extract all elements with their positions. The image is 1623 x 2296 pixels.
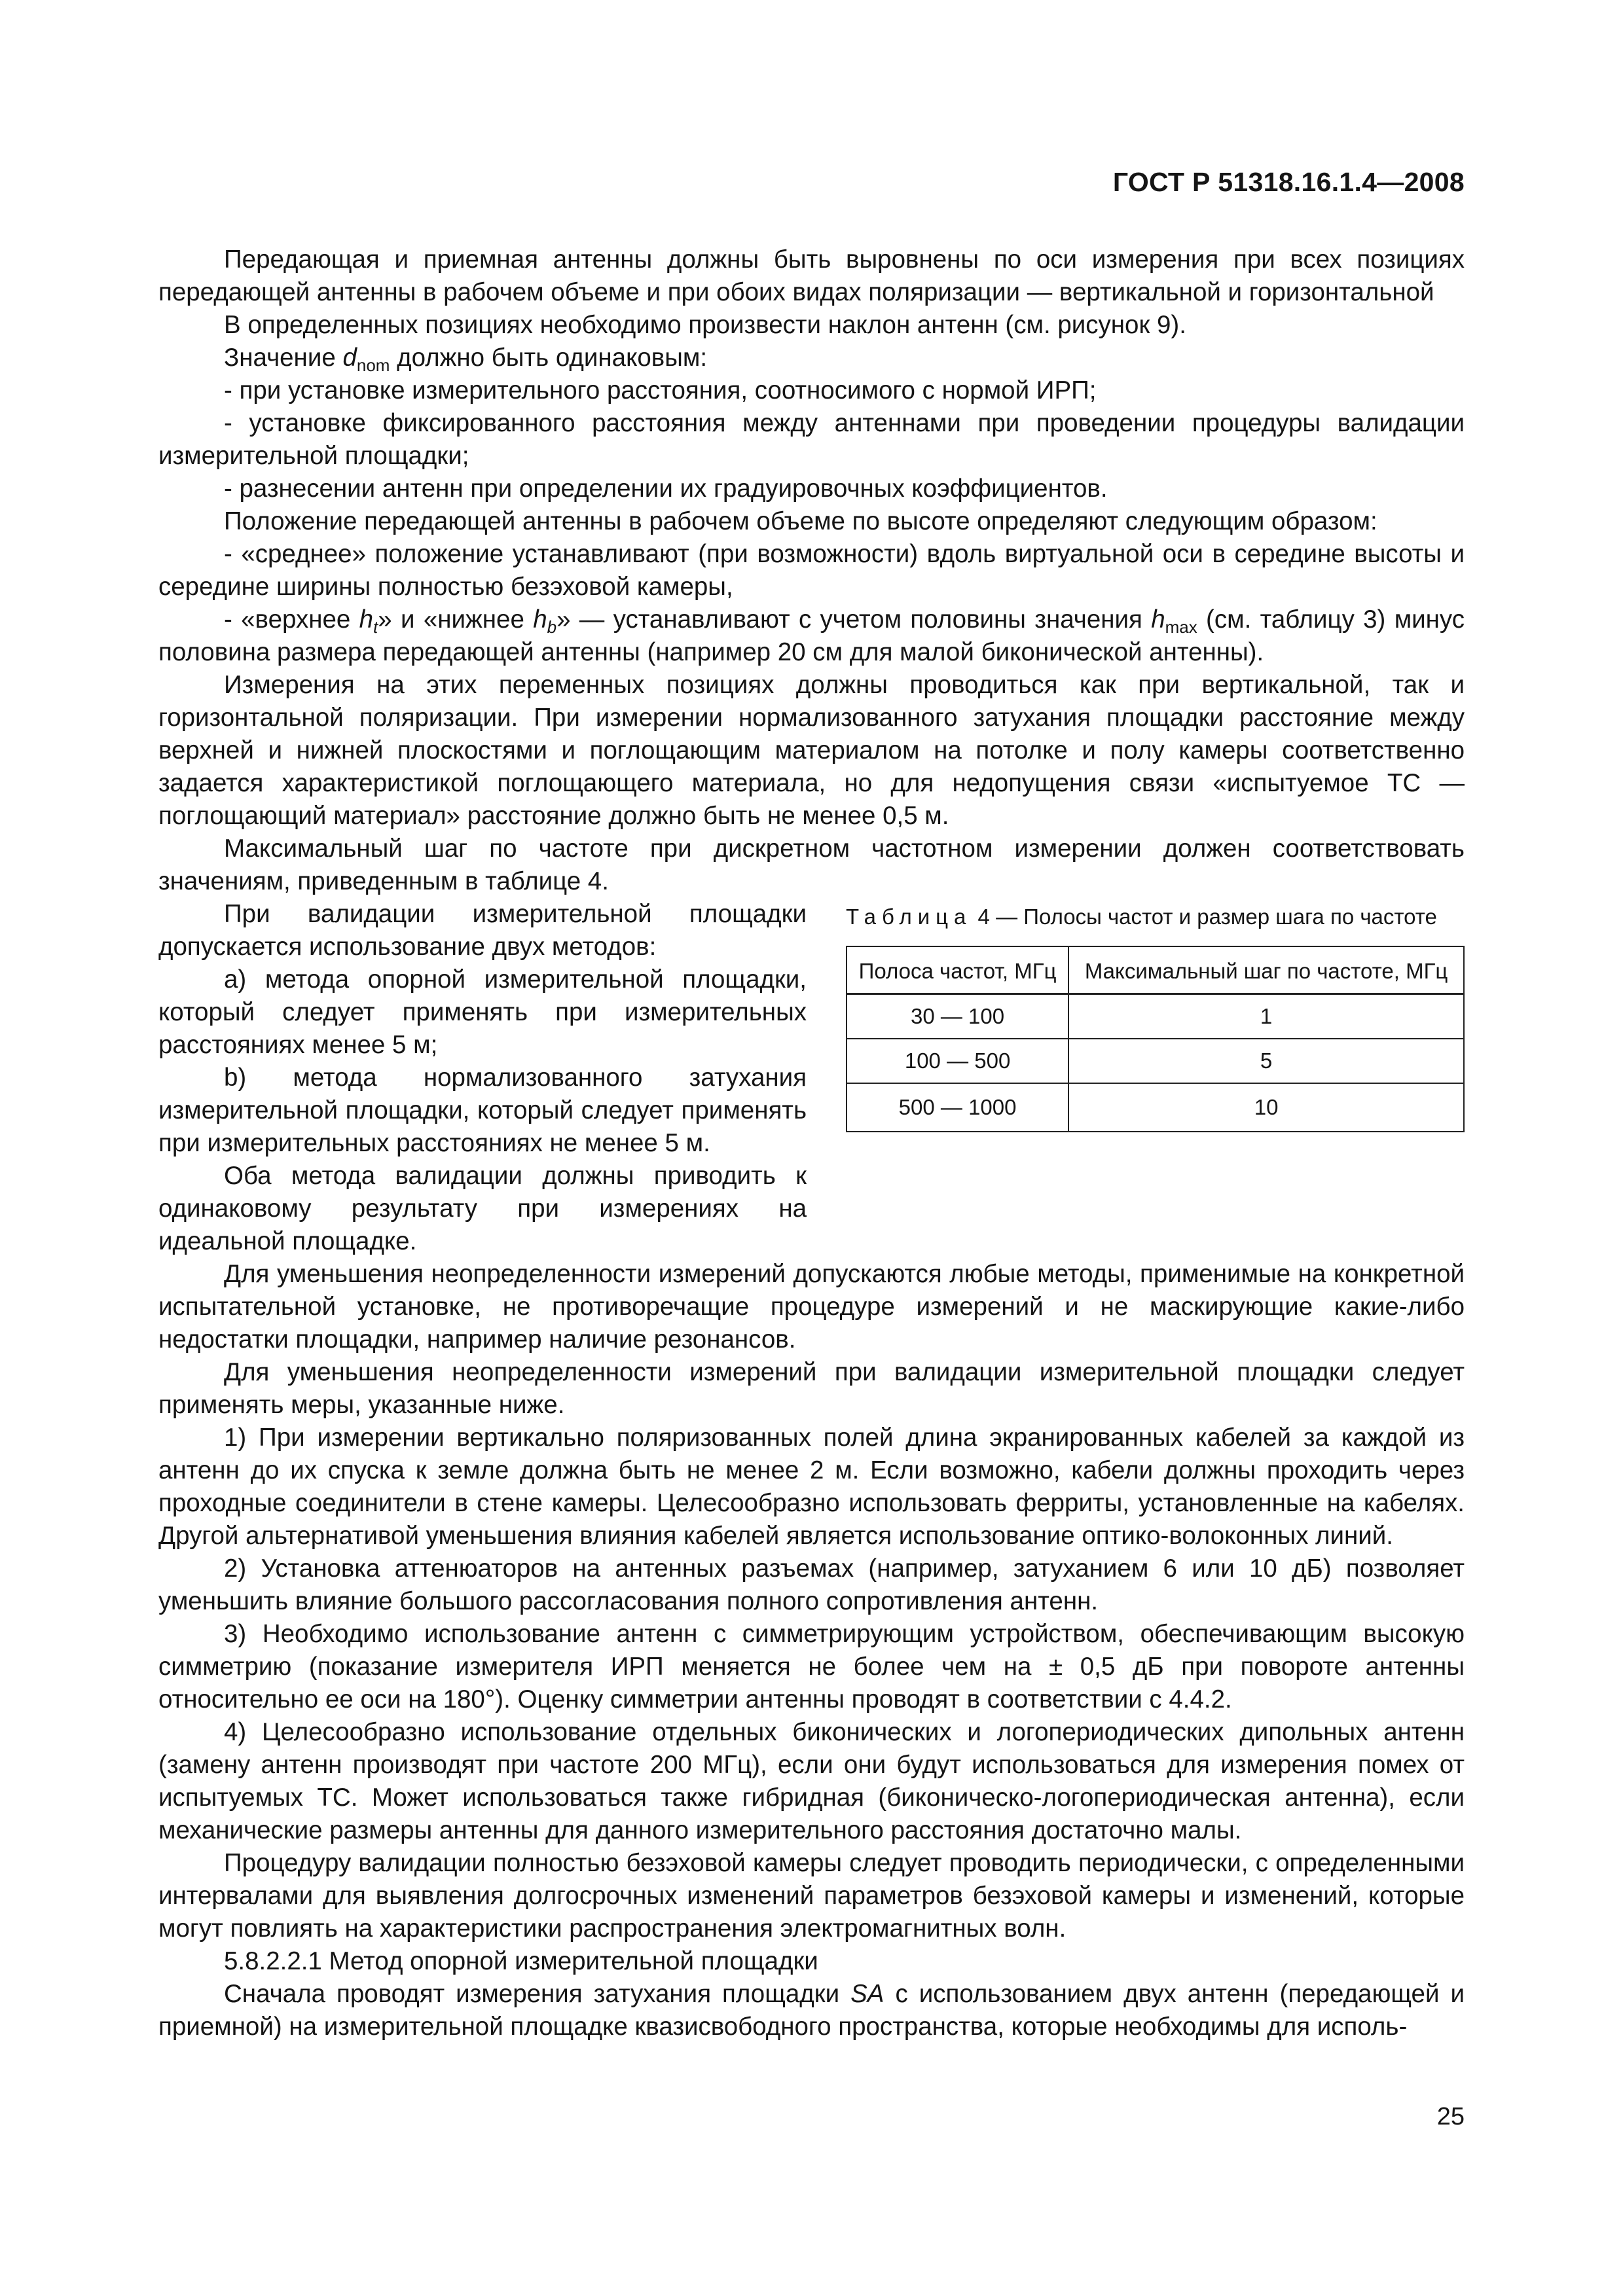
table-row: [847, 1083, 1464, 1132]
paragraph: Положение передающей антенны в рабочем объеме по высоте определяют следующим образом:: [224, 507, 1377, 535]
two-column-section: [158, 898, 1465, 1258]
document-header: ГОСТ Р 51318.16.1.4—2008: [1112, 167, 1465, 197]
list-item: - установке фиксированного расстояния между антеннами при проведении процедуры валидации измерительной площадки;: [158, 409, 1465, 470]
table-cell: 10: [1068, 1083, 1464, 1132]
table-header-cell: Полоса частот, МГц: [847, 946, 1068, 994]
paragraph: Оба метода валидации должны приводить к одинаковому результату при измерениях на идеальной площадке.: [158, 1162, 807, 1255]
paragraph: При валидации измерительной площадки допускается использование двух методов:: [158, 900, 807, 961]
list-item: 2) Установка аттенюаторов на антенных разъемах (например, затуханием 6 или 10 дБ) позволяет уменьшить влияние большого рассогласования полного сопротивления антенн.: [158, 1554, 1465, 1615]
list-item: - при установке измерительного расстояния, соотносимого с нормой ИРП;: [224, 376, 1097, 404]
table-cell: 500 — 1000: [847, 1083, 1068, 1132]
list-item: - разнесении антенн при определении их градуировочных коэффициентов.: [224, 475, 1108, 503]
table-cell: 100 — 500: [847, 1039, 1068, 1083]
left-column: [158, 898, 807, 1258]
table-caption: Таблица 4 — Полосы частот и размер шага по частоте: [846, 905, 1437, 929]
paragraph: В определенных позициях необходимо произвести наклон антенн (см. рисунок 9).: [224, 311, 1186, 339]
page-number: 25: [1436, 2103, 1465, 2130]
list-item: - «верхнее $h_t$» и «нижнее $h_b$» — устанавливают с учетом половины значения $h_{max}$ (см. таблицу 3) минус половина размера передающей антенны (например 20 см для малой биконической антенны).: [158, 605, 1465, 666]
paragraph: Значение $d_{nom}$ должно быть одинаковым:: [224, 344, 708, 375]
paragraph: Для уменьшения неопределенности измерений при валидации измерительной площадки следует применять меры, указанные ниже.: [158, 1358, 1465, 1419]
document-body: [158, 243, 1465, 2043]
list-item: 1) При измерении вертикально поляризованных полей длина экранированных кабелей за каждой из антенн до их спуска к земле должна быть не менее 2 м. Если возможно, кабели должны проходить через проходные соединители в стене камеры. Целесообразно использовать ферриты, установленные на кабелях. Другой альтернативой уменьшения влияния кабелей является использование оптико-волоконных линий.: [158, 1424, 1465, 1550]
list-item: - «среднее» положение устанавливают (при возможности) вдоль виртуальной оси в середине высоты и середине ширины полностью безэховой камеры,: [158, 540, 1465, 601]
list-item: 4) Целесообразно использование отдельных биконических и логопериодических дипольных антенн (замену антенн производят при частоте 200 МГц), если они будут использоваться для измерения помех от испытуемых ТС. Может использоваться также гибридная (биконическо-логопериодическая антенна), если механические размеры антенны для данного измерительного расстояния достаточно малы.: [158, 1718, 1465, 1844]
frequency-step-table: [846, 946, 1465, 1132]
table-block: [846, 902, 1465, 1132]
table-cell: 30 — 100: [847, 994, 1068, 1039]
table-row: [847, 994, 1464, 1039]
section-heading: 5.8.2.2.1 Метод опорной измерительной площадки: [224, 1947, 818, 1975]
paragraph: Для уменьшения неопределенности измерений допускаются любые методы, применимые на конкретной испытательной установке, не противоречащие процедуре измерений и не маскирующие какие-либо недостатки площадки, например наличие резонансов.: [158, 1260, 1465, 1354]
paragraph: Передающая и приемная антенны должны быть выровнены по оси измерения при всех позициях передающей антенны в рабочем объеме и при обоих видах поляризации — вертикальной и горизонтальной: [158, 245, 1465, 306]
paragraph: Измерения на этих переменных позициях должны проводиться как при вертикальной, так и горизонтальной поляризации. При измерении нормализованного затухания площадки расстояние между верхней и нижней плоскостями и поглощающим материалом на потолке и полу камеры соответственно задается характеристикой поглощающего материала, но для недопущения связи «испытуемое ТС — поглощающий материал» расстояние должно быть не менее 0,5 м.: [158, 671, 1465, 830]
table-header-cell: Максимальный шаг по частоте, МГц: [1068, 946, 1464, 994]
table-cell: 5: [1068, 1039, 1464, 1083]
paragraph: Сначала проводят измерения затухания площадки SA с использованием двух антенн (передающей и приемной) на измерительной площадке квазисвободного пространства, которые необходимы для исполь-: [158, 1980, 1465, 2041]
paragraph: Максимальный шаг по частоте при дискретном частотном измерении должен соответствовать значениям, приведенным в таблице 4.: [158, 834, 1465, 895]
table-cell: 1: [1068, 994, 1464, 1039]
paragraph: Процедуру валидации полностью безэховой камеры следует проводить периодически, с определенными интервалами для выявления долгосрочных изменений параметров безэховой камеры и изменений, которые могут повлиять на характеристики распространения электромагнитных волн.: [158, 1849, 1465, 1943]
list-item: b) метода нормализованного затухания измерительной площадки, который следует применять при измерительных расстояниях не менее 5 м.: [158, 1064, 807, 1157]
list-item: 3) Необходимо использование антенн с симметрирующим устройством, обеспечивающим высокую симметрию (показание измерителя ИРП меняется не более чем на ± 0,5 дБ при повороте антенны относительно ее оси на 180°). Оценку симметрии антенны проводят в соответствии с 4.4.2.: [158, 1620, 1465, 1713]
list-item: а) метода опорной измерительной площадки, который следует применять при измерительных расстояниях менее 5 м;: [158, 965, 807, 1059]
table-row: [847, 1039, 1464, 1083]
